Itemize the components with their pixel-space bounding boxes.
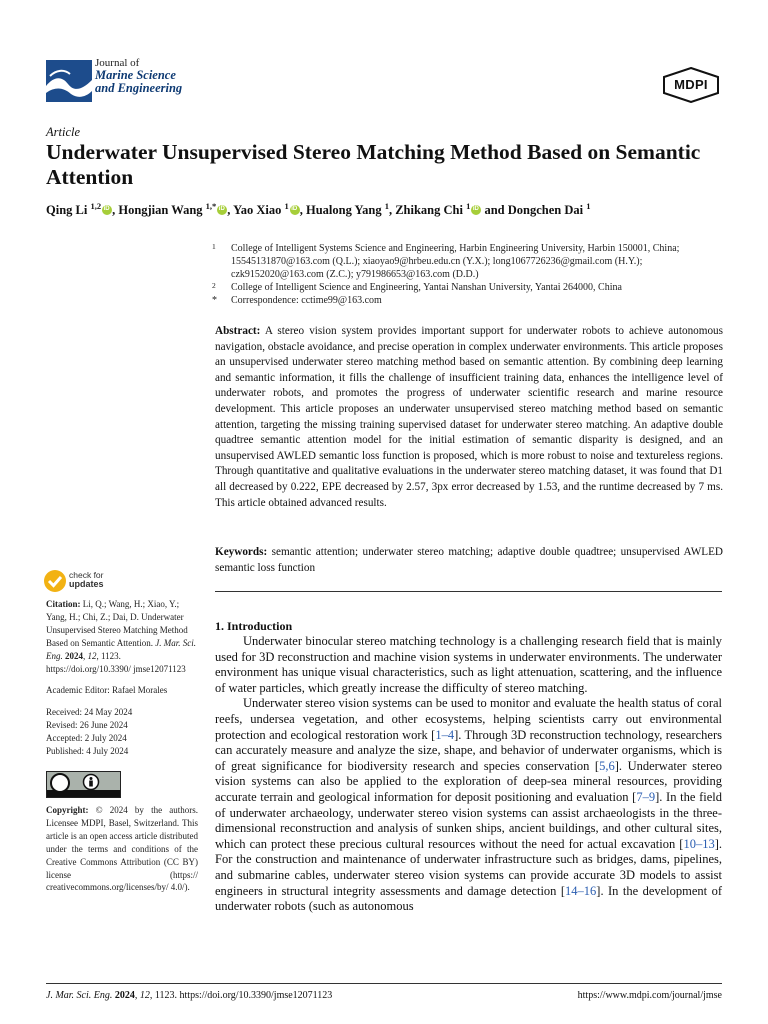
- author-separator: ,: [299, 203, 306, 218]
- intro-paragraph-2: Underwater stereo vision systems can be used to monitor and evaluate the health status of coral reefs, undersea vegetation, and other ecosystems, helping scientists carry out environmental protection and ecological restoration work [1–4]. Through 3D reconstruction technology, researchers can accurately measure and analyze the size, shape, and behavior of underwater organisms, which is of great significance for biodiversity research and species conservation [5,6]. Underwater stereo vision systems can also be applied to the exploration of deep-sea mineral resources, providing accurate terrain and geological information for deposit positioning and evaluation [7–9]. In the field of underwater archaeology, underwater stereo vision systems can assist archaeologists in the three-dimensional reconstruction and analysis of sunken ships, ancient buildings, and other cultural sites, which can protect these precious cultural resources without the need for actual excavation [10–13]. For the construction and maintenance of underwater infrastructure such as bridges, dams, pipelines, and submarine cables, underwater stereo vision systems can provide accurate 3D models to assist engineers in structural integrity assessments and damage detection [14–16]. In the development of underwater robots (such as autonomous: [215, 696, 722, 914]
- keywords-text: semantic attention; underwater stereo matching; adaptive double quadtree; unsupervised AWLED semantic loss function: [215, 546, 724, 574]
- reference-link[interactable]: 7–9: [636, 789, 656, 804]
- footer-divider: [46, 983, 722, 984]
- accepted-date: Accepted: 2 July 2024: [46, 733, 127, 744]
- citation-volume: 12: [87, 650, 97, 661]
- journal-of-label: Journal of: [95, 57, 140, 69]
- keywords-label: Keywords:: [215, 546, 268, 558]
- citation-text: Li, Q.; Wang, H.; Xiao, Y.; Yang, H.; Chi, Z.; Dai, D. Underwater Unsupervised Stereo Matching Method Based on Semantic Attention.: [46, 599, 188, 648]
- academic-editor: Academic Editor: Rafael Morales: [46, 685, 168, 696]
- citation-pages[interactable]: , 1123. https://doi.org/10.3390/ jmse12071123: [46, 650, 186, 674]
- orcid-icon[interactable]: [102, 205, 112, 215]
- affiliation-item: [212, 294, 724, 307]
- journal-name-line1: Marine Science: [95, 68, 176, 82]
- citation-journal: J. Mar. Sci. Eng.: [46, 637, 196, 661]
- reference-link[interactable]: 5,6: [599, 758, 615, 773]
- abstract-label: Abstract:: [215, 325, 261, 337]
- checkmark-icon: [44, 570, 66, 592]
- citation: Citation: Li, Q.; Wang, H.; Xiao, Y.; Yang, H.; Chi, Z.; Dai, D. Underwater Unsupervised Stereo Matching Method Based on Semantic Attention. J. Mar. Sci. Eng. 2024, 12, 1123. https://doi.org/10.3390/ jmse12071123: [46, 599, 196, 674]
- abstract-text: A stereo vision system provides important support for underwater robots to achieve autonomous navigation, obstacle avoidance, and precise operation in complex underwater environments. This article proposes an unsupervised underwater stereo matching method based on semantic attention. By combining deep learning and semantic information, it fills the challenge of insufficient training data, enhances the intelligence level of underwater robots, and promotes the progress of underwater scientific research and marine resource development. This article proposes an underwater unsupervised stereo matching method based on semantic attention, targeting the missing training supervised dataset for underwater stereo matching. An adaptive double quadtree semantic attention model for the initial estimation of semantic disparity is designed, and an unsupervised AWLED semantic loss function is proposed, which is more robust to noise and textureless regions. Through quantitative and qualitative evaluations in the underwater stereo matching dataset, it was found that D1 all decreased by 0.222, EPE decreased by 2.57, 3px error decreased by 1.53, and the runtime decreased by 7 ms. This article obtained advanced results.: [215, 325, 723, 509]
- footer-doi-link[interactable]: , 1123. https://doi.org/10.3390/jmse12071123: [149, 990, 333, 1001]
- author-affiliation-mark: 1: [586, 201, 591, 211]
- abstract: [215, 324, 723, 511]
- author-separator: and: [481, 203, 508, 218]
- intro-paragraph-1: Underwater binocular stereo matching technology is a challenging research field that is mainly used for 3D reconstruction and machine vision systems in underwater environments. The underwater environment has unique visual characteristics, such as light attenuation, scattering, and the influence of water particles, which greatly increase the difficulty of stereo matching.: [215, 634, 722, 695]
- affiliation-mark: 2: [212, 281, 216, 290]
- affiliation-item: [212, 242, 724, 281]
- author-name[interactable]: Hongjian Wang: [118, 203, 203, 218]
- citation-year: 2024: [65, 650, 83, 661]
- orcid-icon[interactable]: [290, 205, 300, 215]
- author-affiliation-mark: 1: [384, 201, 389, 211]
- author-affiliation-mark: 1: [284, 201, 289, 211]
- introduction-body: [215, 634, 722, 915]
- affiliation-mark: 1: [212, 242, 216, 251]
- mdpi-logo-text: MDPI: [674, 77, 708, 92]
- author-name[interactable]: Yao Xiao: [233, 203, 282, 218]
- reference-link[interactable]: 1–4: [435, 727, 455, 742]
- check-updates-line1: check for: [69, 570, 104, 580]
- author-separator: ,: [388, 203, 396, 218]
- author-name[interactable]: Zhikang Chi: [395, 203, 463, 218]
- affiliation-text: College of Intelligent Science and Engineering, Yantai Nanshan University, Yantai 264000, China: [231, 282, 622, 293]
- copyright-text: © 2024 by the authors. Licensee MDPI, Basel, Switzerland. This article is an open access article distributed under the terms and conditions of the Creative Commons Attribution (CC BY) license (https:// creativecommons.org/licenses/by/ 4.0/).: [46, 804, 199, 893]
- author-name[interactable]: Hualong Yang: [305, 203, 382, 218]
- revised-date: Revised: 26 June 2024: [46, 720, 128, 731]
- article-info-sidebar: [46, 598, 198, 894]
- divider: [215, 591, 722, 592]
- citation-label: Citation:: [46, 599, 81, 609]
- author-separator: ,: [112, 203, 119, 218]
- affiliation-text: College of Intelligent Systems Science and Engineering, Harbin Engineering University, Harbin 150001, China; 15545131870@163.com (Q.L.); xiaoyao9@hrbeu.edu.cn (Y.X.); long1067726236@gmail.com (H.Y.); czk9152020@163.com (Z.C.); y791986653@163.com (D.D.): [231, 243, 680, 280]
- author-separator: ,: [227, 203, 234, 218]
- affiliations: [212, 242, 724, 307]
- author-name[interactable]: Dongchen Dai: [507, 203, 584, 218]
- reference-link[interactable]: 14–16: [565, 883, 597, 898]
- author-affiliation-mark: 1,2: [90, 201, 102, 211]
- author-list: [46, 201, 736, 218]
- received-date: Received: 24 May 2024: [46, 707, 133, 718]
- author-affiliation-mark: 1,*: [205, 201, 217, 211]
- copyright-label: Copyright:: [46, 804, 89, 815]
- orcid-icon[interactable]: [217, 205, 227, 215]
- copyright-notice: [46, 804, 198, 894]
- wave-logo-icon: [46, 60, 92, 102]
- check-updates-line2: updates: [69, 579, 104, 589]
- reference-link[interactable]: 10–13: [683, 836, 715, 851]
- published-date: Published: 4 July 2024: [46, 746, 129, 757]
- affiliation-mark: *: [212, 295, 217, 306]
- mdpi-logo[interactable]: [662, 67, 720, 103]
- footer-citation: J. Mar. Sci. Eng. 2024, 12, 1123. https://doi.org/10.3390/jmse12071123: [46, 990, 333, 1001]
- footer-journal-url[interactable]: https://www.mdpi.com/journal/jmse: [577, 990, 722, 1001]
- affiliation-item: [212, 281, 724, 294]
- orcid-icon[interactable]: [471, 205, 481, 215]
- author-affiliation-mark: 1: [466, 201, 471, 211]
- article-type-label: Article: [46, 125, 81, 139]
- journal-name-line2: and Engineering: [95, 81, 183, 95]
- affiliation-text: Correspondence: cctime99@163.com: [231, 295, 382, 306]
- section-heading-introduction: 1. Introduction: [215, 619, 293, 633]
- journal-logo[interactable]: [46, 58, 206, 106]
- author-name[interactable]: Qing Li: [46, 203, 88, 218]
- check-for-updates-button[interactable]: [44, 570, 124, 594]
- page-title: Underwater Unsupervised Stereo Matching Method Based on Semantic Attention: [46, 140, 701, 189]
- cc-by-license-badge[interactable]: [46, 771, 121, 798]
- keywords: [215, 545, 723, 576]
